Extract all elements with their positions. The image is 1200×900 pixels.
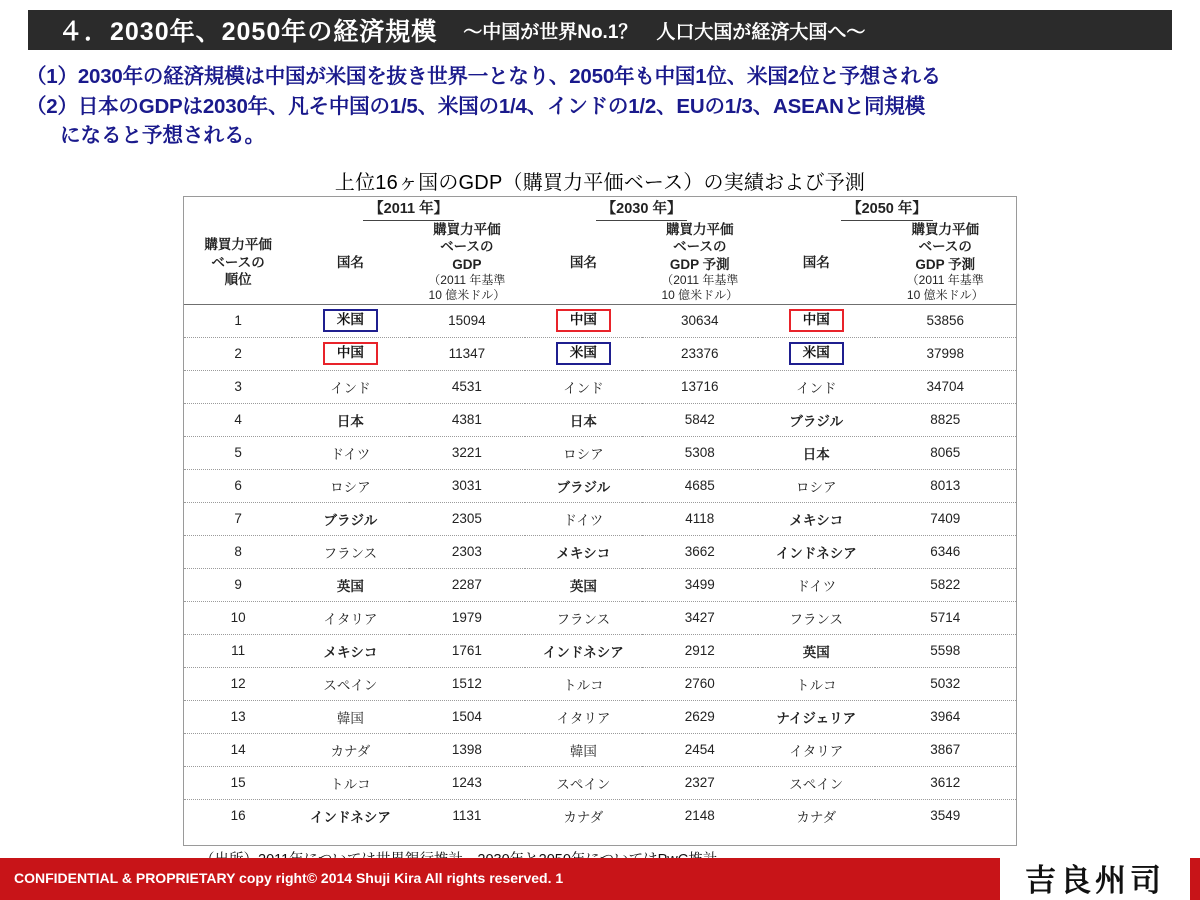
col-header-rank (184, 221, 292, 304)
cell-country-2050: イタリア (758, 733, 874, 766)
table-row (184, 304, 1016, 337)
cell-country-2011: インド (292, 370, 408, 403)
cell-country-2030: 韓国 (525, 733, 641, 766)
cell-gdp-2011: 2287 (409, 568, 525, 601)
cell-gdp-2030: 4685 (642, 469, 758, 502)
table-row (184, 436, 1016, 469)
table-caption: 上位16ヶ国のGDP（購買力平価ベース）の実績および予測 (334, 172, 866, 194)
cell-country-2011: メキシコ (292, 634, 408, 667)
highlight-box: 米国 (556, 342, 611, 365)
cell-country-2030 (525, 304, 641, 337)
column-header-row (184, 221, 1016, 304)
cell-gdp-2011: 1131 (452, 808, 482, 824)
cell-gdp-2011: 1398 (409, 733, 525, 766)
cell-country-2011: スペイン (292, 667, 408, 700)
cell-gdp-2011: 4381 (409, 403, 525, 436)
table-row (184, 634, 1016, 667)
table-row (184, 370, 1016, 403)
table-row (184, 535, 1016, 568)
gdp-table (184, 197, 1016, 832)
bullet-text: 日本のGDPは2030年、凡そ中国の1/5、米国の1/4、インドの1/2、EUの1/3、ASEANと同規模 (77, 94, 925, 118)
cell-country-2050: フランス (758, 601, 874, 634)
highlight-box: 中国 (323, 342, 378, 365)
cell-country-2030: インドネシア (525, 634, 641, 667)
cell-country-2030: スペイン (525, 766, 641, 799)
year-group-2030-label: 【2030 年】 (596, 197, 688, 221)
bullet-continuation: になると予想される。 (60, 124, 265, 148)
cell-gdp-2030: 2454 (642, 733, 758, 766)
year-group-header-row (184, 197, 1016, 221)
table-row (184, 469, 1016, 502)
cell-country-2011: ドイツ (292, 436, 408, 469)
cell-rank: 2 (184, 337, 292, 370)
cell-country-2030: 日本 (525, 403, 641, 436)
cell-country-2030: 英国 (525, 568, 641, 601)
cell-gdp-2011: 1504 (409, 700, 525, 733)
cell-country-2050: スペイン (758, 766, 874, 799)
footer-logo-box (1000, 854, 1190, 900)
cell-rank: 15 (184, 766, 292, 799)
bullet-marker: （1） (26, 65, 78, 88)
bullet-marker: （2） (26, 94, 78, 118)
year-group-2030 (525, 197, 758, 221)
highlight-box: 中国 (789, 309, 844, 332)
cell-country-2050: 英国 (758, 634, 874, 667)
cell-rank: 3 (184, 370, 292, 403)
cell-gdp-2050: 37998 (875, 337, 1017, 370)
cell-country-2030: カナダ (563, 809, 604, 825)
cell-gdp-2030: 3427 (642, 601, 758, 634)
gdp-table-frame (183, 196, 1017, 846)
cell-gdp-2011: 11347 (409, 337, 525, 370)
cell-country-2030: フランス (525, 601, 641, 634)
cell-gdp-2050: 5598 (875, 634, 1017, 667)
col-header-gdp-2050-line2: ベースの (918, 239, 972, 255)
highlight-box: 米国 (789, 342, 844, 365)
cell-gdp-2011: 1979 (409, 601, 525, 634)
col-header-gdp-2030-line3: GDP 予測 (669, 256, 730, 272)
cell-gdp-2050: 7409 (875, 502, 1017, 535)
year-group-2011 (292, 197, 525, 221)
cell-gdp-2050: 6346 (875, 535, 1017, 568)
cell-gdp-2050: 53856 (875, 304, 1017, 337)
author-logo: 吉良州司 (1025, 862, 1165, 899)
cell-gdp-2011: 4531 (409, 370, 525, 403)
col-header-gdp-2011 (409, 221, 525, 304)
footer-confidential-text: CONFIDENTIAL & PROPRIETARY copy right© 2014 Shuji Kira All rights reserved. 1 (14, 870, 564, 886)
table-row (184, 337, 1016, 370)
col-header-rank-line1: 購買力平価 (204, 237, 272, 253)
cell-rank: 13 (184, 700, 292, 733)
year-group-2050-label: 【2050 年】 (841, 197, 933, 221)
cell-country-2011: インドネシア (309, 809, 391, 825)
cell-country-2011: カナダ (292, 733, 408, 766)
cell-gdp-2011: 2305 (409, 502, 525, 535)
cell-gdp-2030: 3499 (642, 568, 758, 601)
highlight-box: 中国 (556, 309, 611, 332)
col-header-gdp-2011-line2: ベースの (440, 239, 494, 255)
cell-country-2050: 日本 (758, 436, 874, 469)
cell-gdp-2030: 4118 (642, 502, 758, 535)
cell-rank: 11 (184, 634, 292, 667)
slide-header (28, 10, 1172, 50)
year-group-spacer (184, 197, 292, 221)
bullet-item-2 (26, 92, 1176, 122)
cell-country-2050: ロシア (758, 469, 874, 502)
cell-country-2011 (292, 304, 408, 337)
cell-gdp-2011: 15094 (409, 304, 525, 337)
cell-rank: 12 (184, 667, 292, 700)
col-header-gdp-2030-line4: （2011 年基準 (661, 272, 739, 287)
cell-rank: 14 (184, 733, 292, 766)
cell-country-2030: メキシコ (525, 535, 641, 568)
bullet-list (26, 62, 1176, 151)
cell-country-2050 (758, 304, 874, 337)
cell-gdp-2030: 5308 (642, 436, 758, 469)
col-header-gdp-2050-line4: （2011 年基準 (906, 272, 984, 287)
cell-rank: 6 (184, 469, 292, 502)
col-header-gdp-2030 (642, 221, 758, 304)
cell-country-2030: トルコ (525, 667, 641, 700)
cell-gdp-2050: 8065 (875, 436, 1017, 469)
cell-country-2050: インド (758, 370, 874, 403)
year-group-2050 (758, 197, 1016, 221)
cell-gdp-2011: 1761 (409, 634, 525, 667)
cell-rank: 10 (184, 601, 292, 634)
cell-country-2011: ロシア (292, 469, 408, 502)
cell-country-2050 (758, 337, 874, 370)
col-header-rank-line2: ベースの (211, 254, 265, 270)
cell-country-2050: カナダ (796, 809, 837, 825)
col-header-country-2050: 国名 (758, 221, 874, 304)
cell-gdp-2050: 5714 (875, 601, 1017, 634)
cell-rank: 5 (184, 436, 292, 469)
cell-gdp-2011: 1243 (409, 766, 525, 799)
cell-gdp-2030: 30634 (642, 304, 758, 337)
cell-gdp-2050: 8013 (875, 469, 1017, 502)
gdp-table-body (184, 304, 1016, 832)
page-title: ４．2030年、2050年の経済規模 (58, 18, 438, 46)
table-row (184, 502, 1016, 535)
cell-country-2050: ブラジル (758, 403, 874, 436)
cell-gdp-2050: 5822 (875, 568, 1017, 601)
cell-country-2030 (525, 337, 641, 370)
cell-rank: 8 (184, 535, 292, 568)
cell-country-2030: インド (525, 370, 641, 403)
col-header-country-2030: 国名 (525, 221, 641, 304)
cell-country-2011: 日本 (292, 403, 408, 436)
cell-gdp-2011: 3031 (409, 469, 525, 502)
cell-gdp-2050: 3549 (930, 808, 961, 824)
col-header-country-2011: 国名 (292, 221, 408, 304)
cell-gdp-2050: 5032 (875, 667, 1017, 700)
page-subtitle: 〜中国が世界No.1？ 人口大国が経済大国へ〜 (463, 21, 866, 43)
cell-gdp-2050: 8825 (875, 403, 1017, 436)
col-header-gdp-2011-line3: GDP (452, 256, 482, 272)
year-group-2011-label: 【2011 年】 (363, 197, 454, 221)
col-header-gdp-2030-line5: 10 億米ドル） (661, 288, 739, 303)
table-row (184, 568, 1016, 601)
cell-gdp-2050: 3612 (875, 766, 1017, 799)
cell-country-2011: イタリア (292, 601, 408, 634)
col-header-rank-line3: 順位 (224, 271, 252, 287)
cell-country-2011 (292, 337, 408, 370)
cell-rank: 4 (184, 403, 292, 436)
cell-gdp-2030: 2327 (642, 766, 758, 799)
cell-country-2011: ブラジル (292, 502, 408, 535)
table-row (184, 733, 1016, 766)
cell-country-2011: トルコ (292, 766, 408, 799)
cell-country-2030: ロシア (525, 436, 641, 469)
col-header-gdp-2011-line1: 購買力平価 (433, 222, 501, 237)
cell-country-2050: トルコ (758, 667, 874, 700)
cell-rank: 16 (230, 808, 246, 824)
cell-gdp-2011: 1512 (409, 667, 525, 700)
cell-country-2030: イタリア (525, 700, 641, 733)
cell-gdp-2030: 3662 (642, 535, 758, 568)
col-header-gdp-2030-line2: ベースの (673, 239, 727, 255)
col-header-gdp-2050-line3: GDP 予測 (915, 256, 976, 272)
cell-country-2050: ナイジェリア (758, 700, 874, 733)
table-row (184, 667, 1016, 700)
cell-gdp-2030: 2148 (684, 808, 715, 824)
cell-country-2030: ドイツ (525, 502, 641, 535)
cell-rank: 1 (184, 304, 292, 337)
cell-gdp-2030: 2629 (642, 700, 758, 733)
cell-country-2011: フランス (292, 535, 408, 568)
cell-gdp-2030: 13716 (642, 370, 758, 403)
cell-country-2011: 韓国 (292, 700, 408, 733)
cell-gdp-2030: 2912 (642, 634, 758, 667)
col-header-gdp-2030-line1: 購買力平価 (666, 222, 734, 237)
table-row (184, 799, 1016, 832)
table-row (184, 403, 1016, 436)
cell-gdp-2011: 2303 (409, 535, 525, 568)
cell-gdp-2030: 5842 (642, 403, 758, 436)
cell-gdp-2011: 3221 (409, 436, 525, 469)
bullet-text: 2030年の経済規模は中国が米国を抜き世界一となり、2050年も中国1位、米国2位と予想される (77, 65, 941, 88)
cell-gdp-2050: 3964 (875, 700, 1017, 733)
col-header-gdp-2050-line5: 10 億米ドル） (906, 288, 984, 303)
table-row (184, 766, 1016, 799)
cell-gdp-2050: 34704 (875, 370, 1017, 403)
table-row (184, 700, 1016, 733)
cell-gdp-2050: 3867 (875, 733, 1017, 766)
highlight-box: 米国 (323, 309, 378, 332)
col-header-gdp-2050-line1: 購買力平価 (911, 222, 979, 237)
cell-gdp-2030: 23376 (642, 337, 758, 370)
col-header-gdp-2011-line5: 10 億米ドル） (428, 288, 506, 303)
cell-rank: 7 (184, 502, 292, 535)
cell-country-2030: ブラジル (525, 469, 641, 502)
cell-country-2050: インドネシア (758, 535, 874, 568)
cell-gdp-2030: 2760 (642, 667, 758, 700)
col-header-gdp-2050 (875, 221, 1017, 304)
bullet-item-1 (26, 62, 1176, 92)
col-header-gdp-2011-line4: （2011 年基準 (428, 272, 506, 287)
cell-rank: 9 (184, 568, 292, 601)
cell-country-2050: ドイツ (758, 568, 874, 601)
cell-country-2011: 英国 (292, 568, 408, 601)
table-row (184, 601, 1016, 634)
cell-country-2050: メキシコ (758, 502, 874, 535)
